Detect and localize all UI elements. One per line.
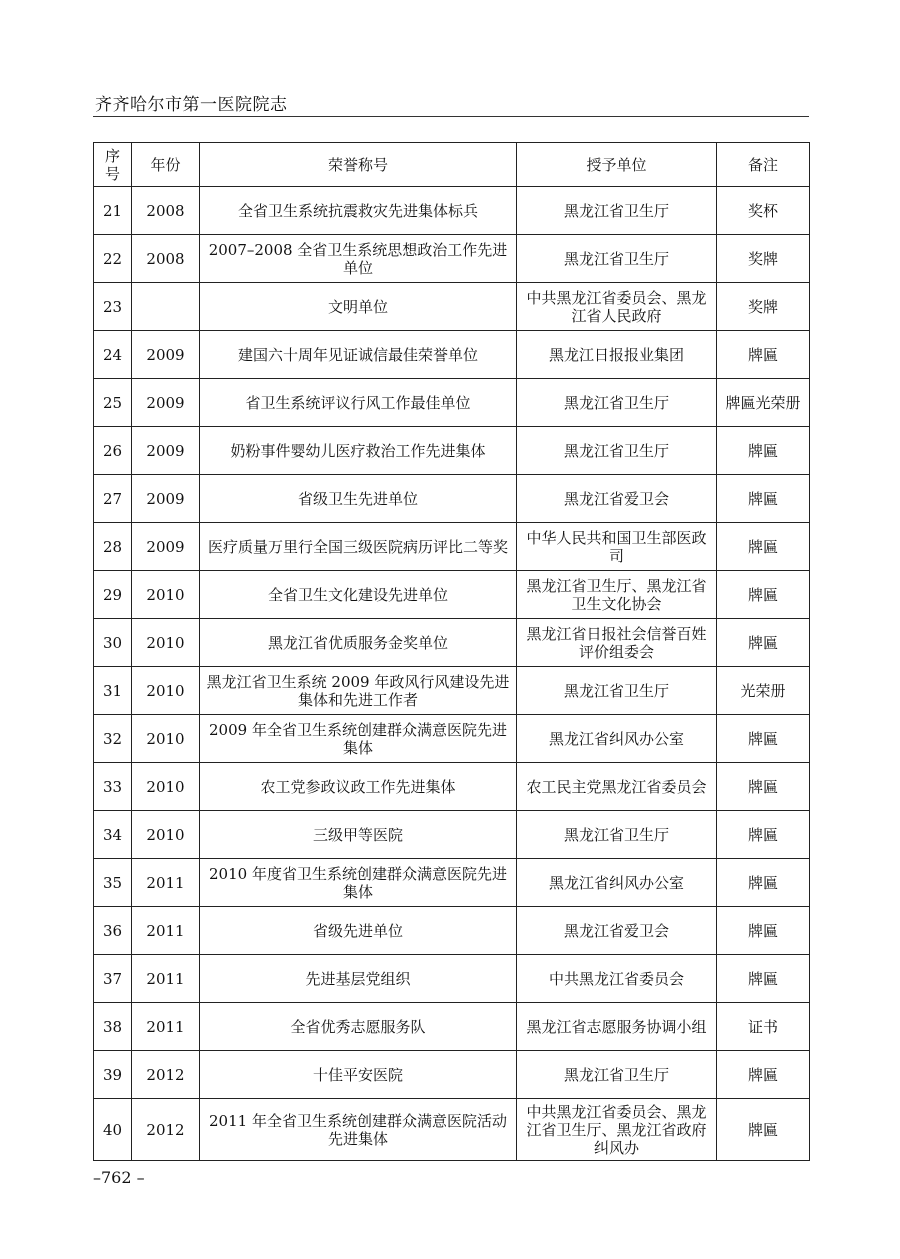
cell-note: 牌匾 <box>717 907 810 955</box>
cell-note: 牌匾 <box>717 1099 810 1161</box>
cell-seq: 31 <box>94 667 132 715</box>
table-row <box>94 475 810 523</box>
cell-seq: 27 <box>94 475 132 523</box>
cell-seq: 37 <box>94 955 132 1003</box>
column-header-seq <box>94 143 132 187</box>
cell-grantor: 黑龙江省志愿服务协调小组 <box>517 1003 717 1051</box>
cell-honor: 黑龙江省优质服务金奖单位 <box>200 619 517 667</box>
cell-seq: 24 <box>94 331 132 379</box>
cell-note: 证书 <box>717 1003 810 1051</box>
cell-honor: 十佳平安医院 <box>200 1051 517 1099</box>
honors-table <box>93 142 810 1161</box>
cell-grantor: 黑龙江省卫生厅 <box>517 379 717 427</box>
cell-note: 牌匾 <box>717 811 810 859</box>
cell-honor: 先进基层党组织 <box>200 955 517 1003</box>
cell-year: 2011 <box>132 955 200 1003</box>
cell-year: 2011 <box>132 859 200 907</box>
table-row <box>94 811 810 859</box>
cell-seq: 30 <box>94 619 132 667</box>
table-row <box>94 283 810 331</box>
cell-honor: 2009 年全省卫生系统创建群众满意医院先进集体 <box>200 715 517 763</box>
book-title: 齐齐哈尔市第一医院院志 <box>95 95 288 115</box>
cell-year: 2010 <box>132 571 200 619</box>
cell-note: 牌匾 <box>717 715 810 763</box>
cell-note: 牌匾 <box>717 859 810 907</box>
cell-grantor: 黑龙江省纠风办公室 <box>517 859 717 907</box>
cell-year: 2010 <box>132 811 200 859</box>
table-row <box>94 955 810 1003</box>
cell-grantor: 中共黑龙江省委员会、黑龙江省卫生厅、黑龙江省政府纠风办 <box>517 1099 717 1161</box>
cell-grantor: 中共黑龙江省委员会、黑龙江省人民政府 <box>517 283 717 331</box>
column-header-seq-line1: 序 <box>104 146 120 165</box>
column-header-grantor: 授予单位 <box>517 143 717 187</box>
table-row <box>94 1051 810 1099</box>
cell-grantor: 黑龙江日报报业集团 <box>517 331 717 379</box>
cell-note: 牌匾 <box>717 571 810 619</box>
cell-year: 2010 <box>132 715 200 763</box>
cell-honor: 2010 年度省卫生系统创建群众满意医院先进集体 <box>200 859 517 907</box>
cell-honor: 黑龙江省卫生系统 2009 年政风行风建设先进集体和先进工作者 <box>200 667 517 715</box>
cell-year: 2008 <box>132 235 200 283</box>
column-header-year: 年份 <box>132 143 200 187</box>
cell-year: 2010 <box>132 763 200 811</box>
cell-seq: 39 <box>94 1051 132 1099</box>
cell-grantor: 中共黑龙江省委员会 <box>517 955 717 1003</box>
cell-honor: 全省卫生文化建设先进单位 <box>200 571 517 619</box>
cell-grantor: 农工民主党黑龙江省委员会 <box>517 763 717 811</box>
cell-seq: 35 <box>94 859 132 907</box>
cell-grantor: 黑龙江省卫生厅 <box>517 1051 717 1099</box>
table-row <box>94 379 810 427</box>
cell-honor: 文明单位 <box>200 283 517 331</box>
cell-year: 2010 <box>132 667 200 715</box>
cell-year: 2009 <box>132 331 200 379</box>
cell-note: 牌匾 <box>717 763 810 811</box>
cell-seq: 22 <box>94 235 132 283</box>
cell-year: 2011 <box>132 907 200 955</box>
cell-year: 2009 <box>132 427 200 475</box>
column-header-honor: 荣誉称号 <box>200 143 517 187</box>
cell-honor: 医疗质量万里行全国三级医院病历评比二等奖 <box>200 523 517 571</box>
cell-seq: 34 <box>94 811 132 859</box>
cell-grantor: 黑龙江省爱卫会 <box>517 475 717 523</box>
cell-seq: 33 <box>94 763 132 811</box>
cell-honor: 三级甲等医院 <box>200 811 517 859</box>
cell-year: 2009 <box>132 379 200 427</box>
table-row <box>94 619 810 667</box>
table-body <box>94 187 810 1161</box>
cell-note: 牌匾光荣册 <box>717 379 810 427</box>
cell-year: 2009 <box>132 523 200 571</box>
cell-year: 2010 <box>132 619 200 667</box>
cell-year <box>132 283 200 331</box>
cell-note: 牌匾 <box>717 427 810 475</box>
page-number: –762 – <box>93 1168 145 1187</box>
cell-grantor: 黑龙江省爱卫会 <box>517 907 717 955</box>
table-row <box>94 763 810 811</box>
table-row <box>94 427 810 475</box>
cell-note: 光荣册 <box>717 667 810 715</box>
cell-grantor: 黑龙江省卫生厅 <box>517 427 717 475</box>
cell-honor: 农工党参政议政工作先进集体 <box>200 763 517 811</box>
cell-year: 2008 <box>132 187 200 235</box>
cell-seq: 36 <box>94 907 132 955</box>
cell-note: 牌匾 <box>717 619 810 667</box>
cell-note: 牌匾 <box>717 475 810 523</box>
table-row <box>94 523 810 571</box>
cell-year: 2009 <box>132 475 200 523</box>
cell-honor: 2007–2008 全省卫生系统思想政治工作先进单位 <box>200 235 517 283</box>
cell-seq: 26 <box>94 427 132 475</box>
cell-honor: 省级卫生先进单位 <box>200 475 517 523</box>
cell-grantor: 黑龙江省卫生厅 <box>517 667 717 715</box>
cell-honor: 全省优秀志愿服务队 <box>200 1003 517 1051</box>
cell-grantor: 黑龙江省卫生厅 <box>517 235 717 283</box>
column-header-seq-line2: 号 <box>104 164 120 183</box>
cell-honor: 全省卫生系统抗震救灾先进集体标兵 <box>200 187 517 235</box>
table-row <box>94 667 810 715</box>
table-row <box>94 235 810 283</box>
cell-honor: 奶粉事件婴幼儿医疗救治工作先进集体 <box>200 427 517 475</box>
cell-grantor: 中华人民共和国卫生部医政司 <box>517 523 717 571</box>
cell-note: 牌匾 <box>717 523 810 571</box>
cell-honor: 建国六十周年见证诚信最佳荣誉单位 <box>200 331 517 379</box>
cell-year: 2012 <box>132 1051 200 1099</box>
table-row <box>94 187 810 235</box>
cell-honor: 2011 年全省卫生系统创建群众满意医院活动先进集体 <box>200 1099 517 1161</box>
cell-grantor: 黑龙江省卫生厅 <box>517 811 717 859</box>
cell-note: 牌匾 <box>717 1051 810 1099</box>
table-header-row <box>94 143 810 187</box>
cell-grantor: 黑龙江省卫生厅 <box>517 187 717 235</box>
cell-seq: 29 <box>94 571 132 619</box>
table-row <box>94 1099 810 1161</box>
table-row <box>94 715 810 763</box>
cell-note: 奖牌 <box>717 235 810 283</box>
cell-seq: 38 <box>94 1003 132 1051</box>
cell-seq: 40 <box>94 1099 132 1161</box>
cell-honor: 省卫生系统评议行风工作最佳单位 <box>200 379 517 427</box>
cell-grantor: 黑龙江省卫生厅、黑龙江省卫生文化协会 <box>517 571 717 619</box>
column-header-note: 备注 <box>717 143 810 187</box>
table-row <box>94 331 810 379</box>
cell-seq: 21 <box>94 187 132 235</box>
cell-note: 奖牌 <box>717 283 810 331</box>
cell-honor: 省级先进单位 <box>200 907 517 955</box>
cell-grantor: 黑龙江省纠风办公室 <box>517 715 717 763</box>
table-row <box>94 571 810 619</box>
table-row <box>94 907 810 955</box>
table-row <box>94 1003 810 1051</box>
cell-year: 2011 <box>132 1003 200 1051</box>
table-row <box>94 859 810 907</box>
header-rule <box>93 116 809 117</box>
cell-seq: 28 <box>94 523 132 571</box>
cell-seq: 32 <box>94 715 132 763</box>
cell-note: 牌匾 <box>717 955 810 1003</box>
cell-seq: 25 <box>94 379 132 427</box>
cell-seq: 23 <box>94 283 132 331</box>
cell-note: 牌匾 <box>717 331 810 379</box>
cell-year: 2012 <box>132 1099 200 1161</box>
cell-note: 奖杯 <box>717 187 810 235</box>
cell-grantor: 黑龙江省日报社会信誉百姓评价组委会 <box>517 619 717 667</box>
